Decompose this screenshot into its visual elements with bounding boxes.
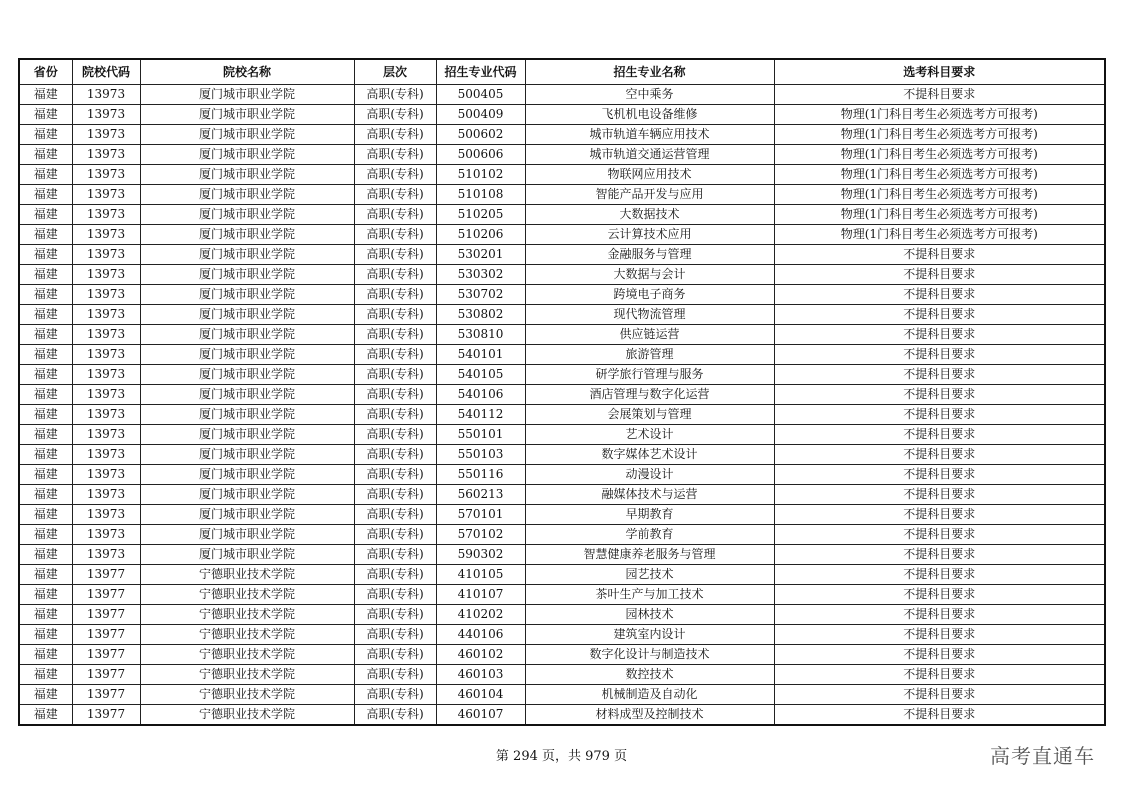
- cell-province: 福建: [19, 205, 72, 225]
- cell-province: 福建: [19, 525, 72, 545]
- cell-level: 高职(专科): [354, 425, 436, 445]
- cell-school-code: 13977: [72, 585, 140, 605]
- header-major-name: 招生专业名称: [525, 59, 774, 85]
- cell-major-code: 440106: [436, 625, 525, 645]
- cell-major-name: 云计算技术应用: [525, 225, 774, 245]
- table-row: [19, 505, 1105, 525]
- cell-province: 福建: [19, 485, 72, 505]
- table-row: [19, 685, 1105, 705]
- cell-school-name: 厦门城市职业学院: [140, 525, 354, 545]
- table-row: [19, 425, 1105, 445]
- cell-province: 福建: [19, 565, 72, 585]
- cell-level: 高职(专科): [354, 505, 436, 525]
- cell-province: 福建: [19, 245, 72, 265]
- cell-level: 高职(专科): [354, 445, 436, 465]
- table-row: [19, 645, 1105, 665]
- cell-major-code: 550116: [436, 465, 525, 485]
- cell-school-code: 13977: [72, 645, 140, 665]
- cell-major-code: 460102: [436, 645, 525, 665]
- cell-subject-requirement: 不提科目要求: [774, 85, 1105, 105]
- cell-school-name: 宁德职业技术学院: [140, 565, 354, 585]
- table-row: [19, 465, 1105, 485]
- header-level: 层次: [354, 59, 436, 85]
- cell-subject-requirement: 物理(1门科目考生必须选考方可报考): [774, 225, 1105, 245]
- cell-level: 高职(专科): [354, 265, 436, 285]
- cell-school-code: 13973: [72, 85, 140, 105]
- cell-school-name: 厦门城市职业学院: [140, 165, 354, 185]
- table-row: [19, 285, 1105, 305]
- cell-school-code: 13977: [72, 685, 140, 705]
- table-row: [19, 625, 1105, 645]
- cell-province: 福建: [19, 125, 72, 145]
- cell-school-name: 厦门城市职业学院: [140, 425, 354, 445]
- table-row: [19, 445, 1105, 465]
- cell-province: 福建: [19, 645, 72, 665]
- cell-major-name: 数字媒体艺术设计: [525, 445, 774, 465]
- cell-school-name: 厦门城市职业学院: [140, 305, 354, 325]
- cell-level: 高职(专科): [354, 205, 436, 225]
- cell-school-code: 13973: [72, 225, 140, 245]
- cell-school-name: 宁德职业技术学院: [140, 645, 354, 665]
- table-row: [19, 245, 1105, 265]
- cell-level: 高职(专科): [354, 645, 436, 665]
- cell-school-name: 宁德职业技术学院: [140, 685, 354, 705]
- cell-subject-requirement: 不提科目要求: [774, 585, 1105, 605]
- cell-subject-requirement: 不提科目要求: [774, 505, 1105, 525]
- cell-major-code: 500606: [436, 145, 525, 165]
- cell-school-code: 13973: [72, 265, 140, 285]
- table-row: [19, 145, 1105, 165]
- cell-level: 高职(专科): [354, 385, 436, 405]
- cell-school-code: 13973: [72, 185, 140, 205]
- table-row: [19, 365, 1105, 385]
- cell-level: 高职(专科): [354, 625, 436, 645]
- cell-province: 福建: [19, 685, 72, 705]
- cell-province: 福建: [19, 285, 72, 305]
- cell-subject-requirement: 不提科目要求: [774, 305, 1105, 325]
- cell-major-code: 540106: [436, 385, 525, 405]
- table-row: [19, 165, 1105, 185]
- cell-school-code: 13973: [72, 405, 140, 425]
- cell-school-name: 厦门城市职业学院: [140, 405, 354, 425]
- cell-level: 高职(专科): [354, 665, 436, 685]
- cell-school-name: 厦门城市职业学院: [140, 285, 354, 305]
- cell-major-code: 570102: [436, 525, 525, 545]
- cell-major-code: 460107: [436, 705, 525, 726]
- cell-school-code: 13973: [72, 485, 140, 505]
- cell-school-name: 厦门城市职业学院: [140, 485, 354, 505]
- table-row: [19, 565, 1105, 585]
- cell-major-name: 数字化设计与制造技术: [525, 645, 774, 665]
- cell-subject-requirement: 物理(1门科目考生必须选考方可报考): [774, 145, 1105, 165]
- cell-subject-requirement: 物理(1门科目考生必须选考方可报考): [774, 105, 1105, 125]
- cell-school-name: 厦门城市职业学院: [140, 245, 354, 265]
- cell-school-code: 13977: [72, 665, 140, 685]
- cell-subject-requirement: 不提科目要求: [774, 285, 1105, 305]
- cell-major-code: 530302: [436, 265, 525, 285]
- cell-major-name: 园艺技术: [525, 565, 774, 585]
- cell-level: 高职(专科): [354, 345, 436, 365]
- cell-school-code: 13973: [72, 445, 140, 465]
- cell-major-code: 500405: [436, 85, 525, 105]
- header-province: 省份: [19, 59, 72, 85]
- cell-subject-requirement: 不提科目要求: [774, 645, 1105, 665]
- cell-level: 高职(专科): [354, 305, 436, 325]
- cell-school-code: 13973: [72, 525, 140, 545]
- cell-school-code: 13973: [72, 205, 140, 225]
- table-header-row: [19, 59, 1105, 85]
- cell-subject-requirement: 物理(1门科目考生必须选考方可报考): [774, 125, 1105, 145]
- cell-province: 福建: [19, 405, 72, 425]
- cell-school-code: 13973: [72, 325, 140, 345]
- cell-major-name: 会展策划与管理: [525, 405, 774, 425]
- cell-school-code: 13973: [72, 145, 140, 165]
- table-row: [19, 225, 1105, 245]
- header-subject-requirement: 选考科目要求: [774, 59, 1105, 85]
- cell-school-name: 厦门城市职业学院: [140, 385, 354, 405]
- table-row: [19, 385, 1105, 405]
- cell-province: 福建: [19, 505, 72, 525]
- cell-subject-requirement: 物理(1门科目考生必须选考方可报考): [774, 185, 1105, 205]
- table-row: [19, 405, 1105, 425]
- cell-province: 福建: [19, 665, 72, 685]
- cell-major-code: 540105: [436, 365, 525, 385]
- cell-school-name: 厦门城市职业学院: [140, 205, 354, 225]
- cell-province: 福建: [19, 105, 72, 125]
- table-row: [19, 305, 1105, 325]
- table-row: [19, 705, 1105, 726]
- table-row: [19, 185, 1105, 205]
- cell-province: 福建: [19, 225, 72, 245]
- cell-major-name: 机械制造及自动化: [525, 685, 774, 705]
- table-row: [19, 545, 1105, 565]
- cell-school-code: 13973: [72, 505, 140, 525]
- cell-school-name: 厦门城市职业学院: [140, 505, 354, 525]
- cell-province: 福建: [19, 85, 72, 105]
- cell-major-code: 500602: [436, 125, 525, 145]
- cell-major-code: 510102: [436, 165, 525, 185]
- cell-major-name: 旅游管理: [525, 345, 774, 365]
- cell-school-name: 宁德职业技术学院: [140, 605, 354, 625]
- header-school-code: 院校代码: [72, 59, 140, 85]
- cell-major-name: 材料成型及控制技术: [525, 705, 774, 726]
- cell-province: 福建: [19, 605, 72, 625]
- cell-level: 高职(专科): [354, 485, 436, 505]
- cell-school-name: 厦门城市职业学院: [140, 125, 354, 145]
- cell-subject-requirement: 不提科目要求: [774, 365, 1105, 385]
- table-row: [19, 585, 1105, 605]
- cell-school-name: 厦门城市职业学院: [140, 345, 354, 365]
- cell-level: 高职(专科): [354, 545, 436, 565]
- cell-level: 高职(专科): [354, 285, 436, 305]
- cell-major-code: 460104: [436, 685, 525, 705]
- table-row: [19, 665, 1105, 685]
- cell-school-code: 13977: [72, 625, 140, 645]
- cell-province: 福建: [19, 305, 72, 325]
- cell-subject-requirement: 不提科目要求: [774, 325, 1105, 345]
- cell-major-name: 现代物流管理: [525, 305, 774, 325]
- table-row: [19, 485, 1105, 505]
- cell-subject-requirement: 不提科目要求: [774, 265, 1105, 285]
- cell-level: 高职(专科): [354, 125, 436, 145]
- cell-province: 福建: [19, 465, 72, 485]
- cell-major-code: 530201: [436, 245, 525, 265]
- cell-major-name: 跨境电子商务: [525, 285, 774, 305]
- cell-subject-requirement: 物理(1门科目考生必须选考方可报考): [774, 205, 1105, 225]
- cell-major-name: 城市轨道交通运营管理: [525, 145, 774, 165]
- cell-province: 福建: [19, 585, 72, 605]
- cell-school-name: 厦门城市职业学院: [140, 185, 354, 205]
- table-row: [19, 125, 1105, 145]
- cell-school-code: 13973: [72, 285, 140, 305]
- cell-subject-requirement: 不提科目要求: [774, 685, 1105, 705]
- cell-major-code: 460103: [436, 665, 525, 685]
- cell-level: 高职(专科): [354, 165, 436, 185]
- cell-major-code: 510108: [436, 185, 525, 205]
- cell-major-name: 城市轨道车辆应用技术: [525, 125, 774, 145]
- cell-major-name: 金融服务与管理: [525, 245, 774, 265]
- cell-school-name: 厦门城市职业学院: [140, 545, 354, 565]
- cell-school-name: 宁德职业技术学院: [140, 705, 354, 726]
- cell-subject-requirement: 不提科目要求: [774, 465, 1105, 485]
- cell-level: 高职(专科): [354, 405, 436, 425]
- cell-school-name: 厦门城市职业学院: [140, 445, 354, 465]
- cell-major-name: 大数据技术: [525, 205, 774, 225]
- cell-school-name: 厦门城市职业学院: [140, 365, 354, 385]
- cell-major-code: 530810: [436, 325, 525, 345]
- cell-major-name: 空中乘务: [525, 85, 774, 105]
- cell-major-name: 园林技术: [525, 605, 774, 625]
- cell-major-name: 动漫设计: [525, 465, 774, 485]
- cell-school-name: 厦门城市职业学院: [140, 225, 354, 245]
- cell-province: 福建: [19, 545, 72, 565]
- cell-major-name: 研学旅行管理与服务: [525, 365, 774, 385]
- table-row: [19, 345, 1105, 365]
- cell-major-name: 酒店管理与数字化运营: [525, 385, 774, 405]
- cell-subject-requirement: 不提科目要求: [774, 485, 1105, 505]
- cell-major-name: 茶叶生产与加工技术: [525, 585, 774, 605]
- cell-province: 福建: [19, 365, 72, 385]
- cell-major-code: 500409: [436, 105, 525, 125]
- cell-school-name: 厦门城市职业学院: [140, 465, 354, 485]
- table-row: [19, 265, 1105, 285]
- cell-school-name: 宁德职业技术学院: [140, 665, 354, 685]
- cell-province: 福建: [19, 705, 72, 726]
- cell-school-code: 13973: [72, 245, 140, 265]
- cell-major-name: 建筑室内设计: [525, 625, 774, 645]
- cell-school-code: 13977: [72, 605, 140, 625]
- table-row: [19, 85, 1105, 105]
- table-row: [19, 325, 1105, 345]
- cell-subject-requirement: 物理(1门科目考生必须选考方可报考): [774, 165, 1105, 185]
- table-row: [19, 605, 1105, 625]
- cell-major-code: 410202: [436, 605, 525, 625]
- cell-major-name: 智慧健康养老服务与管理: [525, 545, 774, 565]
- cell-major-code: 540101: [436, 345, 525, 365]
- cell-major-name: 数控技术: [525, 665, 774, 685]
- cell-province: 福建: [19, 325, 72, 345]
- cell-province: 福建: [19, 445, 72, 465]
- cell-major-code: 550101: [436, 425, 525, 445]
- cell-major-code: 550103: [436, 445, 525, 465]
- cell-major-name: 早期教育: [525, 505, 774, 525]
- cell-subject-requirement: 不提科目要求: [774, 405, 1105, 425]
- cell-level: 高职(专科): [354, 145, 436, 165]
- cell-level: 高职(专科): [354, 105, 436, 125]
- cell-level: 高职(专科): [354, 245, 436, 265]
- cell-school-name: 宁德职业技术学院: [140, 625, 354, 645]
- cell-province: 福建: [19, 625, 72, 645]
- cell-subject-requirement: 不提科目要求: [774, 565, 1105, 585]
- cell-subject-requirement: 不提科目要求: [774, 625, 1105, 645]
- cell-province: 福建: [19, 425, 72, 445]
- cell-level: 高职(专科): [354, 365, 436, 385]
- table-row: [19, 105, 1105, 125]
- cell-major-name: 大数据与会计: [525, 265, 774, 285]
- cell-level: 高职(专科): [354, 525, 436, 545]
- cell-level: 高职(专科): [354, 585, 436, 605]
- cell-school-name: 厦门城市职业学院: [140, 325, 354, 345]
- cell-major-code: 590302: [436, 545, 525, 565]
- cell-school-name: 厦门城市职业学院: [140, 105, 354, 125]
- cell-major-code: 410107: [436, 585, 525, 605]
- cell-province: 福建: [19, 185, 72, 205]
- cell-level: 高职(专科): [354, 685, 436, 705]
- cell-school-code: 13973: [72, 385, 140, 405]
- cell-school-code: 13973: [72, 305, 140, 325]
- table-row: [19, 525, 1105, 545]
- cell-province: 福建: [19, 345, 72, 365]
- cell-subject-requirement: 不提科目要求: [774, 665, 1105, 685]
- watermark-logo: 高考直通车: [990, 744, 1095, 768]
- cell-level: 高职(专科): [354, 185, 436, 205]
- cell-major-code: 510206: [436, 225, 525, 245]
- cell-school-code: 13973: [72, 125, 140, 145]
- cell-school-name: 厦门城市职业学院: [140, 145, 354, 165]
- cell-level: 高职(专科): [354, 465, 436, 485]
- cell-major-name: 物联网应用技术: [525, 165, 774, 185]
- cell-level: 高职(专科): [354, 85, 436, 105]
- table-row: [19, 205, 1105, 225]
- cell-major-code: 570101: [436, 505, 525, 525]
- cell-school-name: 宁德职业技术学院: [140, 585, 354, 605]
- cell-subject-requirement: 不提科目要求: [774, 345, 1105, 365]
- cell-subject-requirement: 不提科目要求: [774, 705, 1105, 726]
- cell-subject-requirement: 不提科目要求: [774, 425, 1105, 445]
- cell-subject-requirement: 不提科目要求: [774, 385, 1105, 405]
- cell-school-code: 13973: [72, 345, 140, 365]
- header-school-name: 院校名称: [140, 59, 354, 85]
- cell-major-code: 530702: [436, 285, 525, 305]
- cell-major-code: 410105: [436, 565, 525, 585]
- cell-subject-requirement: 不提科目要求: [774, 245, 1105, 265]
- cell-level: 高职(专科): [354, 605, 436, 625]
- cell-school-code: 13973: [72, 365, 140, 385]
- cell-province: 福建: [19, 165, 72, 185]
- cell-school-name: 厦门城市职业学院: [140, 85, 354, 105]
- cell-major-name: 供应链运营: [525, 325, 774, 345]
- cell-level: 高职(专科): [354, 705, 436, 726]
- cell-school-code: 13973: [72, 465, 140, 485]
- cell-major-code: 530802: [436, 305, 525, 325]
- cell-major-code: 560213: [436, 485, 525, 505]
- cell-major-name: 学前教育: [525, 525, 774, 545]
- cell-school-code: 13977: [72, 565, 140, 585]
- cell-school-code: 13973: [72, 545, 140, 565]
- cell-school-code: 13973: [72, 105, 140, 125]
- cell-school-code: 13977: [72, 705, 140, 726]
- cell-major-name: 艺术设计: [525, 425, 774, 445]
- cell-level: 高职(专科): [354, 225, 436, 245]
- cell-level: 高职(专科): [354, 565, 436, 585]
- admissions-table: [18, 58, 1106, 726]
- cell-major-name: 飞机机电设备维修: [525, 105, 774, 125]
- cell-school-name: 厦门城市职业学院: [140, 265, 354, 285]
- cell-province: 福建: [19, 385, 72, 405]
- page-number: 第 294 页，共 979 页: [495, 749, 628, 764]
- cell-subject-requirement: 不提科目要求: [774, 545, 1105, 565]
- cell-subject-requirement: 不提科目要求: [774, 525, 1105, 545]
- cell-major-code: 540112: [436, 405, 525, 425]
- cell-province: 福建: [19, 265, 72, 285]
- cell-major-name: 智能产品开发与应用: [525, 185, 774, 205]
- cell-subject-requirement: 不提科目要求: [774, 605, 1105, 625]
- cell-level: 高职(专科): [354, 325, 436, 345]
- cell-subject-requirement: 不提科目要求: [774, 445, 1105, 465]
- cell-major-name: 融媒体技术与运营: [525, 485, 774, 505]
- cell-school-code: 13973: [72, 425, 140, 445]
- cell-province: 福建: [19, 145, 72, 165]
- cell-school-code: 13973: [72, 165, 140, 185]
- header-major-code: 招生专业代码: [436, 59, 525, 85]
- cell-major-code: 510205: [436, 205, 525, 225]
